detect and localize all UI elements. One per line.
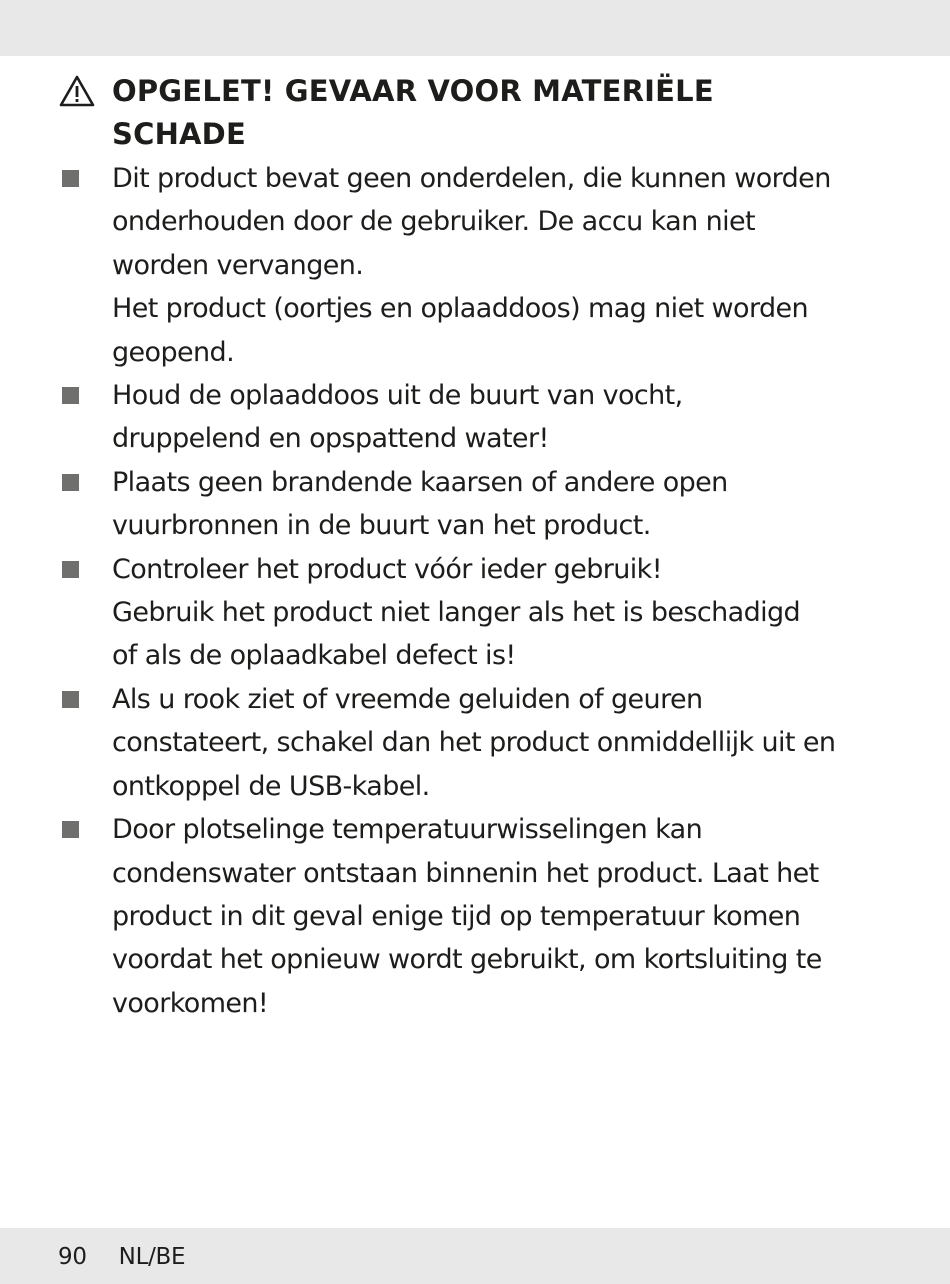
- text-line: Plaats geen brandende kaarsen of andere open: [112, 466, 728, 498]
- locale-label: NL/BE: [118, 1244, 186, 1270]
- item-paragraph: [112, 808, 872, 1025]
- text-line: druppelend en opspattend water!: [112, 423, 549, 455]
- list-item: [0, 808, 872, 1025]
- text-line: of als de oplaadkabel defect is!: [112, 640, 516, 672]
- list-item: [0, 374, 872, 461]
- list-item: [0, 461, 872, 548]
- item-paragraph: [112, 461, 872, 548]
- text-line: voorkomen!: [112, 987, 269, 1019]
- heading-title: [112, 70, 872, 156]
- heading-line-1: OPGELET! GEVAAR VOOR MATERIËLE: [112, 74, 714, 108]
- square-bullet-icon: [62, 387, 79, 404]
- square-bullet-icon: [62, 170, 79, 187]
- text-line: condenswater ontstaan binnenin het product. Laat het: [112, 857, 819, 889]
- list-item: [0, 678, 872, 808]
- text-line: ontkoppel de USB-kabel.: [112, 770, 430, 802]
- item-paragraph: [112, 157, 872, 287]
- item-paragraph: [112, 548, 872, 591]
- text-line: vuurbronnen in de buurt van het product.: [112, 510, 651, 542]
- square-bullet-icon: [62, 474, 79, 491]
- square-bullet-icon: [62, 821, 79, 838]
- item-paragraph: [112, 374, 872, 461]
- page-number: 90: [58, 1244, 87, 1270]
- text-line: product in dit geval enige tijd op temperatuur komen: [112, 900, 801, 932]
- text-line: Houd de oplaaddoos uit de buurt van vocht,: [112, 380, 683, 412]
- text-line: geopend.: [112, 336, 235, 368]
- text-line: Als u rook ziet of vreemde geluiden of geuren: [112, 683, 703, 715]
- text-line: voordat het opnieuw wordt gebruikt, om kortsluiting te: [112, 944, 822, 976]
- square-bullet-icon: [62, 691, 79, 708]
- item-paragraph: [112, 591, 872, 678]
- page-footer: [58, 1240, 185, 1274]
- text-line: onderhouden door de gebruiker. De accu kan niet: [112, 206, 755, 238]
- top-band: [0, 0, 950, 56]
- warning-triangle-icon: [58, 74, 96, 108]
- list-item: [0, 157, 872, 374]
- heading-line-2: SCHADE: [112, 117, 246, 151]
- item-paragraph: [112, 678, 872, 808]
- text-line: worden vervangen.: [112, 249, 364, 281]
- safety-list: [0, 157, 950, 1025]
- text-line: Controleer het product vóór ieder gebruik!: [112, 553, 662, 585]
- square-bullet-icon: [62, 561, 79, 578]
- text-line: constateert, schakel dan het product onmiddellijk uit en: [112, 727, 836, 759]
- text-line: Het product (oortjes en oplaaddoos) mag niet worden: [112, 293, 809, 325]
- text-line: Gebruik het product niet langer als het is beschadigd: [112, 597, 801, 629]
- text-line: Door plotselinge temperatuurwisselingen kan: [112, 814, 703, 846]
- list-item: [0, 548, 872, 678]
- text-line: Dit product bevat geen onderdelen, die kunnen worden: [112, 163, 831, 194]
- item-paragraph: [112, 287, 872, 374]
